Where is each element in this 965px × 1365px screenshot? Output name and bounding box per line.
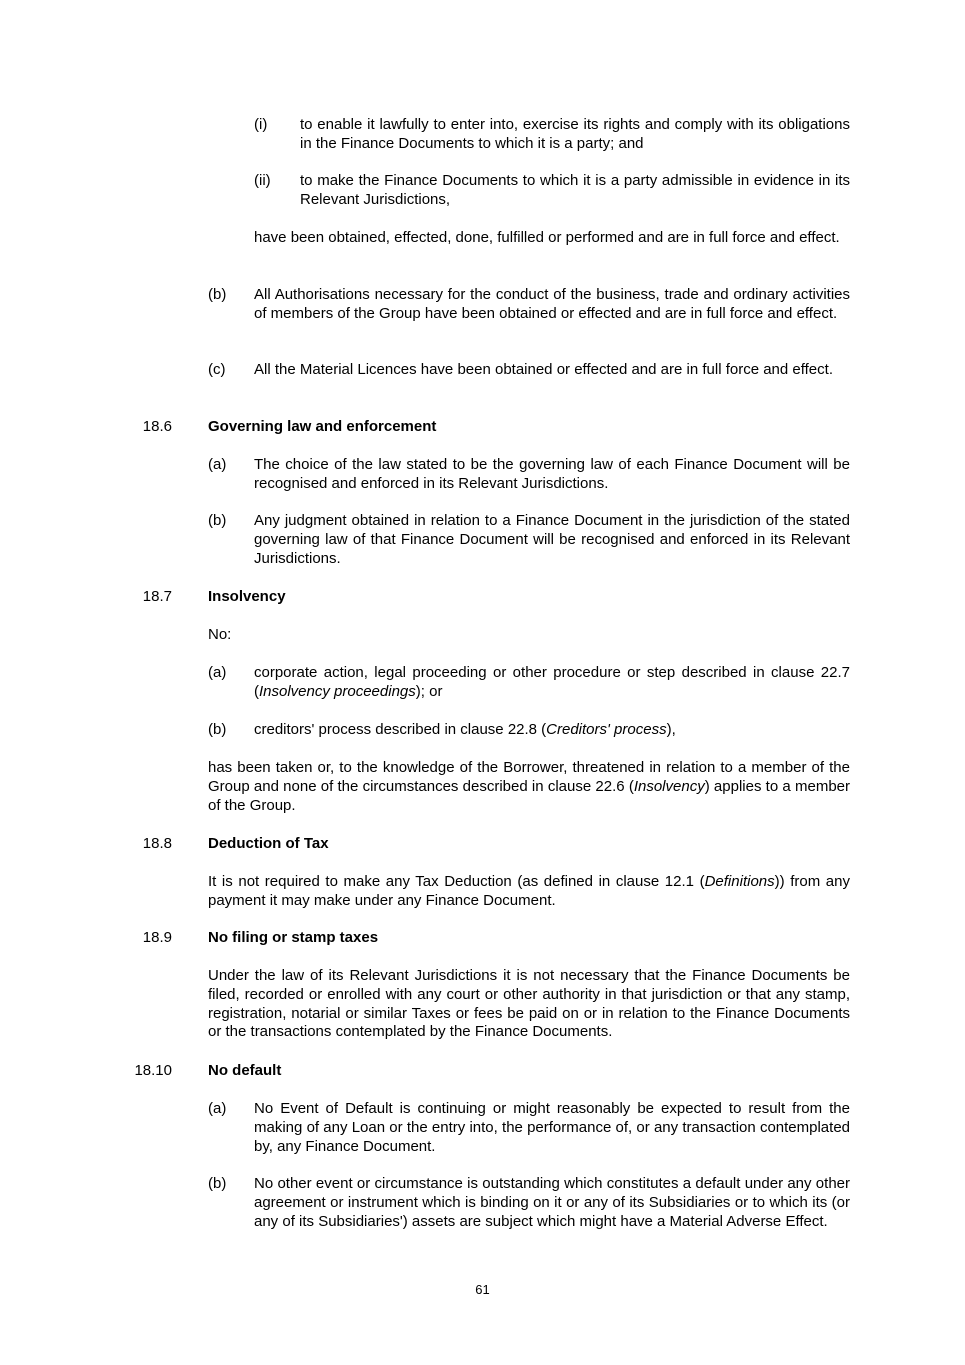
section-title-18-9: No filing or stamp taxes: [208, 929, 379, 946]
s187-a-text: [254, 664, 850, 702]
section-number-18-7: 18.7: [142, 588, 172, 605]
s1810-b-text: No other event or circumstance is outstanding which constitutes a default under any other agreement or instrument which is binding on it or any of its Subsidiaries or to which its (or any of its Subsidiaries') assets are subject which might have a Material Adverse Effect.: [254, 1175, 850, 1230]
items-tail-text: have been obtained, effected, done, fulfilled or performed and are in full force and effect.: [254, 229, 840, 246]
item-b-label: (b): [208, 286, 227, 303]
s187-b-text: [254, 721, 850, 740]
item-ii-text: to make the Finance Documents to which it is a party admissible in evidence in its Relevant Jurisdictions,: [300, 172, 850, 208]
item-c-text: All the Material Licences have been obtained or effected and are in full force and effect.: [254, 361, 833, 378]
s188-text-1: It is not required to make any Tax Deduction (as defined in clause 12.1 (: [208, 873, 705, 890]
s188-italic: Definitions: [704, 873, 775, 890]
s187-a-label: (a): [208, 664, 227, 681]
s187-tail-italic: Insolvency: [633, 777, 705, 795]
section-number-18-6: 18.6: [142, 418, 172, 435]
s187-tail-2: ) applies to a member of the Group.: [208, 777, 850, 814]
s187-intro: No:: [208, 626, 232, 643]
s186-b-text: Any judgment obtained in relation to a Finance Document in the jurisdiction of the stated governing law of that Finance Document will be recognised and enforced in its Relevant Jurisdictions.: [254, 512, 850, 567]
section-number-18-8: 18.8: [142, 835, 172, 852]
item-c-label: (c): [208, 361, 226, 378]
item-i-text: to enable it lawfully to enter into, exercise its rights and comply with its obligations in the Finance Documents to which it is a party; and: [300, 116, 850, 152]
s187-b-italic: Creditors' process: [546, 721, 667, 738]
s187-a-italic: Insolvency proceedings: [259, 682, 416, 700]
s1810-b-label: (b): [208, 1175, 227, 1192]
s188-text: [208, 873, 850, 911]
s1810-a-text: No Event of Default is continuing or might reasonably be expected to result from the making of any Loan or the entry into, the performance of, or any transaction contemplated by, any Finance Document.: [254, 1100, 850, 1155]
section-title-18-8: Deduction of Tax: [208, 835, 329, 852]
s187-a-text-2: ); or: [415, 682, 443, 700]
s189-text: Under the law of its Relevant Jurisdictions it is not necessary that the Finance Documents be filed, recorded or enrolled with any court or other authority in that jurisdiction or that any stamp, registration, notarial or similar Taxes or fees be paid on or in relation to the Finance Documents or the transactions contemplated by the Finance Documents.: [208, 967, 850, 1041]
s186-b-label: (b): [208, 512, 227, 529]
section-number-18-10: 18.10: [134, 1062, 172, 1079]
item-b-text: All Authorisations necessary for the conduct of the business, trade and ordinary activities of members of the Group have been obtained or effected and are in full force and effect.: [254, 286, 850, 322]
item-ii-label: (ii): [254, 172, 271, 189]
section-title-18-7: Insolvency: [208, 588, 286, 605]
s187-tail-1: has been taken or, to the knowledge of the Borrower, threatened in relation to a member of the Group and none of the circumstances described in clause 22.6 (: [208, 759, 850, 795]
s187-b-text-1: creditors' process described in clause 22.8 (: [254, 721, 547, 738]
page-number: 61: [475, 1282, 490, 1297]
section-title-18-6: Governing law and enforcement: [208, 418, 437, 435]
s186-a-label: (a): [208, 456, 227, 473]
s187-a-text-1: corporate action, legal proceeding or other procedure or step described in clause 22.7 (: [254, 664, 850, 700]
section-number-18-9: 18.9: [142, 929, 172, 946]
s188-text-2: )) from any payment it may make under any Finance Document.: [208, 873, 850, 909]
item-i-label: (i): [254, 116, 268, 133]
s187-tail: [208, 759, 850, 815]
s187-b-label: (b): [208, 721, 227, 738]
s186-a-text: The choice of the law stated to be the governing law of each Finance Document will be recognised and enforced in its Relevant Jurisdictions.: [254, 456, 850, 492]
s187-b-text-2: ),: [666, 721, 676, 738]
s1810-a-label: (a): [208, 1100, 227, 1117]
section-title-18-10: No default: [208, 1062, 282, 1079]
